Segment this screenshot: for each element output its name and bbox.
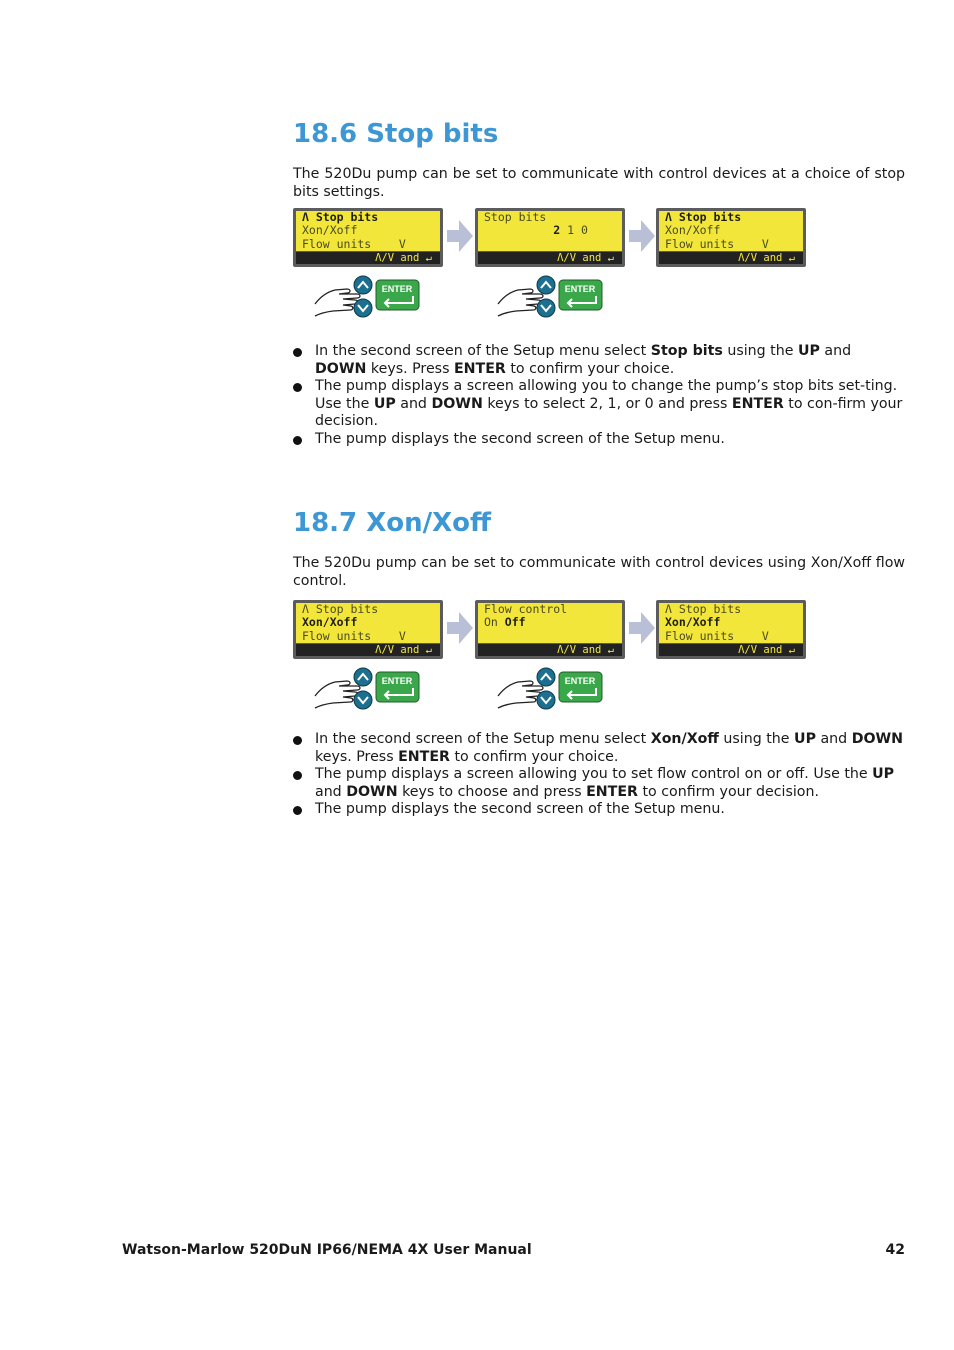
lcd-display-text bbox=[659, 603, 803, 643]
lcd-line: Λ Stop bits bbox=[302, 602, 379, 616]
lcd-footer-hint: Λ/V and ↵ bbox=[478, 252, 622, 264]
lcd-display-text bbox=[296, 603, 440, 643]
lcd-line: Stop bits bbox=[484, 210, 547, 224]
lcd-line: Xon/Xoff bbox=[302, 223, 358, 238]
keypad-hand-icon bbox=[496, 274, 606, 322]
instruction-item: The pump displays the second screen of the Setup menu. bbox=[293, 801, 905, 819]
section-xon-xoff bbox=[293, 507, 905, 818]
lcd-screen bbox=[293, 600, 443, 659]
enter-key-label: ENTER bbox=[564, 676, 596, 686]
lcd-line: Xon/Xoff bbox=[665, 615, 721, 630]
keypad-hand-icon bbox=[313, 274, 423, 322]
instruction-list bbox=[293, 731, 905, 819]
lcd-line: Flow units V bbox=[665, 236, 769, 251]
section-heading: 18.6 Stop bits bbox=[293, 119, 499, 149]
lcd-line: On Off bbox=[484, 615, 526, 630]
lcd-line: Λ Stop bits bbox=[665, 210, 742, 224]
next-screen-arrow-icon bbox=[627, 608, 657, 648]
lcd-line: Flow units V bbox=[302, 236, 406, 251]
page-number: 42 bbox=[885, 1242, 905, 1258]
lcd-footer-hint: Λ/V and ↵ bbox=[296, 644, 440, 656]
lcd-display-text bbox=[478, 603, 622, 643]
manual-title: Watson-Marlow 520DuN IP66/NEMA 4X User Manual bbox=[122, 1242, 532, 1258]
lcd-footer-hint: Λ/V and ↵ bbox=[659, 252, 803, 264]
instruction-item: In the second screen of the Setup menu select Xon/Xoff using the UP and DOWN keys. Press ENTER to confirm your choice. bbox=[293, 731, 905, 766]
instruction-item: The pump displays a screen allowing you to change the pump’s stop bits set-ting. Use the UP and DOWN keys to select 2, 1, or 0 and press ENTER to con-firm your decision. bbox=[293, 378, 905, 431]
enter-key-label: ENTER bbox=[381, 676, 413, 686]
section-intro: The 520Du pump can be set to communicate with control devices at a choice of stop bits settings. bbox=[293, 166, 905, 200]
section-stop-bits bbox=[293, 118, 905, 447]
lcd-line: Λ Stop bits bbox=[302, 210, 379, 224]
lcd-line: Xon/Xoff bbox=[665, 223, 721, 238]
lcd-line: Flow units V bbox=[665, 628, 769, 643]
lcd-footer-hint: Λ/V and ↵ bbox=[659, 644, 803, 656]
enter-key-label: ENTER bbox=[564, 284, 596, 294]
lcd-footer-hint: Λ/V and ↵ bbox=[478, 644, 622, 656]
next-screen-arrow-icon bbox=[445, 216, 475, 256]
lcd-screen bbox=[475, 208, 625, 267]
lcd-screen bbox=[293, 208, 443, 267]
lcd-display-text bbox=[478, 211, 622, 251]
lcd-line: 2 1 0 bbox=[553, 223, 588, 238]
lcd-screen bbox=[656, 600, 806, 659]
enter-key-label: ENTER bbox=[381, 284, 413, 294]
instruction-item: The pump displays the second screen of the Setup menu. bbox=[293, 431, 905, 449]
lcd-footer-hint: Λ/V and ↵ bbox=[296, 252, 440, 264]
instruction-list bbox=[293, 343, 905, 449]
lcd-display-text bbox=[659, 211, 803, 251]
next-screen-arrow-icon bbox=[445, 608, 475, 648]
lcd-line: Flow control bbox=[484, 602, 568, 616]
keypad-hand-icon bbox=[496, 666, 606, 714]
section-intro: The 520Du pump can be set to communicate with control devices using Xon/Xoff flow control. bbox=[293, 555, 905, 589]
screen-sequence-figure bbox=[293, 208, 813, 323]
section-heading: 18.7 Xon/Xoff bbox=[293, 508, 492, 538]
lcd-line bbox=[484, 630, 616, 643]
screen-sequence-figure bbox=[293, 600, 813, 715]
next-screen-arrow-icon bbox=[627, 216, 657, 256]
lcd-screen bbox=[656, 208, 806, 267]
lcd-line: Flow units V bbox=[302, 628, 406, 643]
lcd-line: Xon/Xoff bbox=[302, 615, 358, 630]
lcd-display-text bbox=[296, 211, 440, 251]
lcd-screen bbox=[475, 600, 625, 659]
lcd-line: Λ Stop bits bbox=[665, 602, 742, 616]
lcd-line bbox=[484, 238, 616, 251]
instruction-item: The pump displays a screen allowing you to set flow control on or off. Use the UP and DOWN keys to choose and press ENTER to confirm your decision. bbox=[293, 766, 905, 801]
instruction-item: In the second screen of the Setup menu select Stop bits using the UP and DOWN keys. Press ENTER to confirm your choice. bbox=[293, 343, 905, 378]
keypad-hand-icon bbox=[313, 666, 423, 714]
